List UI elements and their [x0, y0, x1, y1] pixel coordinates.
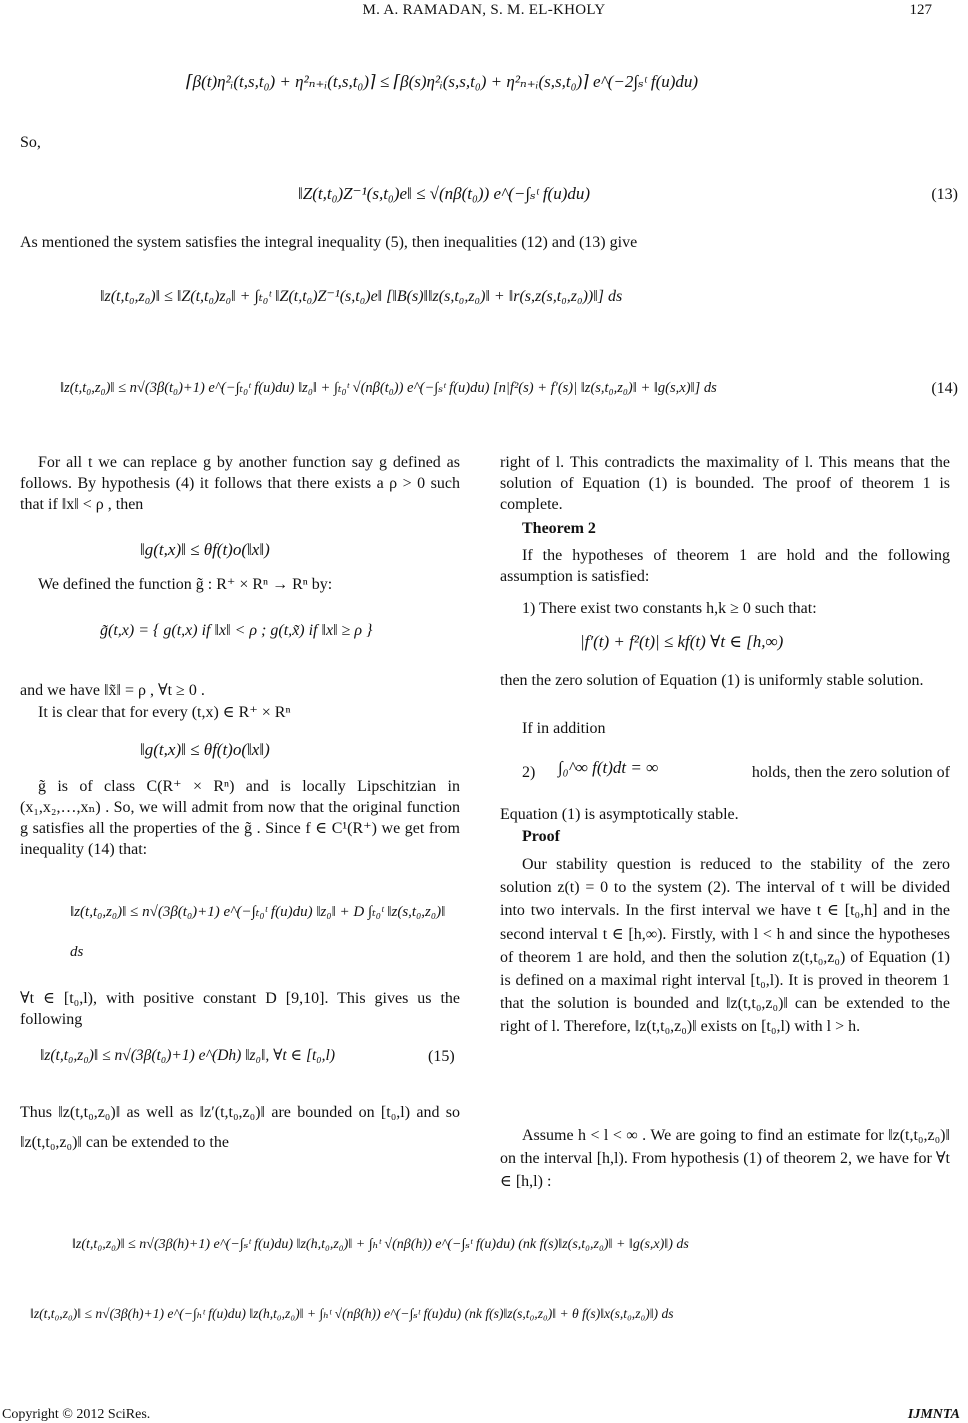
- equation-g2: ‖g(t,x)‖ ≤ θf(t)o(‖x‖): [140, 740, 270, 759]
- equation-gtilde-def: g̃(t,x) = { g(t,x) if ‖x‖ < ρ ; g(t,x̃) if ‖x‖ ≥ ρ }: [100, 622, 373, 639]
- right-paragraph-2: If the hypotheses of theorem 1 are hold and the following assumption is satisfied:: [500, 547, 950, 585]
- journal-name: IJMNTA: [907, 1407, 960, 1422]
- running-title: M. A. RAMADAN, S. M. EL-KHOLY: [362, 2, 606, 18]
- equation-bottom-2: ‖z(t,t₀,z₀)‖ ≤ n√(3β(h)+1) e^(−∫ₕᵗ f(u)du) ‖z(h,t₀,z₀)‖ + ∫ₕᵗ √(nβ(h)) e^(−∫ₛᵗ f(u)du) (nk f(s)‖z(s,t₀,z₀)‖ + θ f(s)‖x(s,t₀,z₀)‖) ds: [30, 1306, 674, 1321]
- equation-integral: ∫₀^∞ f(t)dt = ∞: [558, 758, 659, 777]
- text-so: So,: [20, 134, 41, 151]
- copyright-notice: Copyright © 2012 SciRes.: [2, 1407, 151, 1422]
- proof-heading: Proof: [522, 828, 560, 845]
- left-paragraph-4: It is clear that for every (t,x) ∈ R⁺ × Rⁿ: [38, 704, 291, 721]
- right-paragraph-6-label: 2): [522, 764, 536, 781]
- left-paragraph-2: We defined the function g̃ : R⁺ × Rⁿ → Rⁿ by:: [38, 576, 333, 593]
- left-paragraph-6: ∀t ∈ [t₀,l), with positive constant D [9,10]. This gives us the following: [20, 990, 460, 1028]
- equation-14: ‖z(t,t₀,z₀)‖ ≤ n√(3β(t₀)+1) e^(−∫ₜ₀ᵗ f(u)du) ‖z₀‖ + ∫ₜ₀ᵗ √(nβ(t₀)) e^(−∫ₛᵗ f(u)du) [n|f²(s) + f′(s)| ‖z(s,t₀,z₀)‖ + ‖g(s,x)‖] ds: [60, 380, 717, 396]
- equation-13: ‖Z(t,t₀)Z⁻¹(s,t₀)e‖ ≤ √(nβ(t₀)) e^(−∫ₛᵗ f(u)du): [298, 184, 591, 203]
- equation-15: ‖z(t,t₀,z₀)‖ ≤ n√(3β(t₀)+1) e^(Dh) ‖z₀‖, ∀t ∈ [t₀,l): [40, 1047, 336, 1064]
- page-number: 127: [909, 2, 932, 18]
- left-paragraph-1: For all t we can replace g by another function say g defined as follows. By hypothesis (4) it follows that there exists a ρ > 0 such that if ‖x‖ < ρ , then: [20, 454, 460, 513]
- right-paragraph-1: right of l. This contradicts the maximality of l. This means that the solution of Equation (1) is bounded. The proof of theorem 1 is complete.: [500, 454, 950, 513]
- left-paragraph-5: g̃ is of class C(R⁺ × Rⁿ) and is locally Lipschitzian in (x₁,x₂,…,xₙ) . So, we will admit from now that the original function g satisfies all the properties of the g̃ . Since f ∈ C¹(R⁺) we get from inequality (14) that:: [20, 778, 460, 858]
- equation-bound: ‖z(t,t₀,z₀)‖ ≤ n√(3β(t₀)+1) e^(−∫ₜ₀ᵗ f(u)du) ‖z₀‖ + D ∫ₜ₀ᵗ ‖z(s,t₀,z₀)‖ ds: [70, 904, 446, 960]
- equation-number-15: (15): [428, 1048, 455, 1065]
- left-paragraph-7: Thus ‖z(t,t₀,z₀)‖ as well as ‖z′(t,t₀,z₀)‖ are bounded on [t₀,l) and so ‖z(t,t₀,z₀)‖ can be extended to the: [20, 1104, 460, 1151]
- equation-bottom-1: ‖z(t,t₀,z₀)‖ ≤ n√(3β(h)+1) e^(−∫ₛᵗ f(u)du) ‖z(h,t₀,z₀)‖ + ∫ₕᵗ √(nβ(h)) e^(−∫ₛᵗ f(u)du) (nk f(s)‖z(s,t₀,z₀)‖ + ‖g(s,x)‖) ds: [72, 1237, 689, 1252]
- right-paragraph-4: then the zero solution of Equation (1) is uniformly stable solution.: [500, 672, 924, 689]
- equation-g1: ‖g(t,x)‖ ≤ θf(t)o(‖x‖): [140, 540, 270, 559]
- right-paragraph-5: If in addition: [522, 720, 606, 737]
- right-paragraph-3: 1) There exist two constants h,k ≥ 0 such that:: [522, 600, 817, 617]
- equation-number-13: (13): [931, 186, 958, 203]
- page-header: [0, 2, 968, 24]
- equation-theorem-2: |f′(t) + f²(t)| ≤ kf(t) ∀t ∈ [h,∞): [580, 632, 784, 651]
- equation-top: ⌈β(t)η²ᵢ(t,s,t₀) + η²ₙ₊ᵢ(t,s,t₀)⌉ ≤ ⌈β(s)η²ᵢ(s,s,t₀) + η²ₙ₊ᵢ(s,s,t₀)⌉ e^(−2∫ₛᵗ f(u)du): [186, 72, 699, 91]
- left-paragraph-3: and we have ‖x̃‖ = ρ , ∀t ≥ 0 .: [20, 682, 205, 699]
- right-paragraph-9: Assume h < l < ∞ . We are going to find an estimate for ‖z(t,t₀,z₀)‖ on the interval [h,l). From hypothesis (1) of theorem 2, we have for ∀t ∈ [h,l) :: [500, 1127, 950, 1190]
- right-paragraph-6-text: holds, then the zero solution of: [751, 764, 950, 781]
- right-paragraph-8: Our stability question is reduced to the stability of the zero solution z(t) = 0 to the system (2). The interval of t will be divided into two intervals. In the first interval we have t ∈ [t₀,h] and in the second interval t ∈ [h,∞). Firstly, with l < h and since the hypotheses of theorem 1 are hold, and then the solution z(t,t₀,z₀) of Equation (1) is defined on a maximal right interval [t₀,l). It is proved in theorem 1 that the solution is bounded and ‖z(t,t₀,z₀)‖ can be extended to the right of l. Therefore, ‖z(t,t₀,z₀)‖ exists on [t₀,l) with l > h.: [500, 856, 950, 1036]
- right-paragraph-7: Equation (1) is asymptotically stable.: [500, 806, 739, 823]
- equation-number-14: (14): [931, 380, 958, 397]
- theorem-2-heading: Theorem 2: [522, 520, 596, 537]
- text-as-mentioned: As mentioned the system satisfies the integral inequality (5), then inequalities (12) and (13) give: [20, 234, 638, 251]
- equation-mid: ‖z(t,t₀,z₀)‖ ≤ ‖Z(t,t₀)z₀‖ + ∫ₜ₀ᵗ ‖Z(t,t₀)Z⁻¹(s,t₀)e‖ [‖B(s)‖‖z(s,t₀,z₀)‖ + ‖r(s,z(s,t₀,z₀))‖] ds: [100, 288, 623, 305]
